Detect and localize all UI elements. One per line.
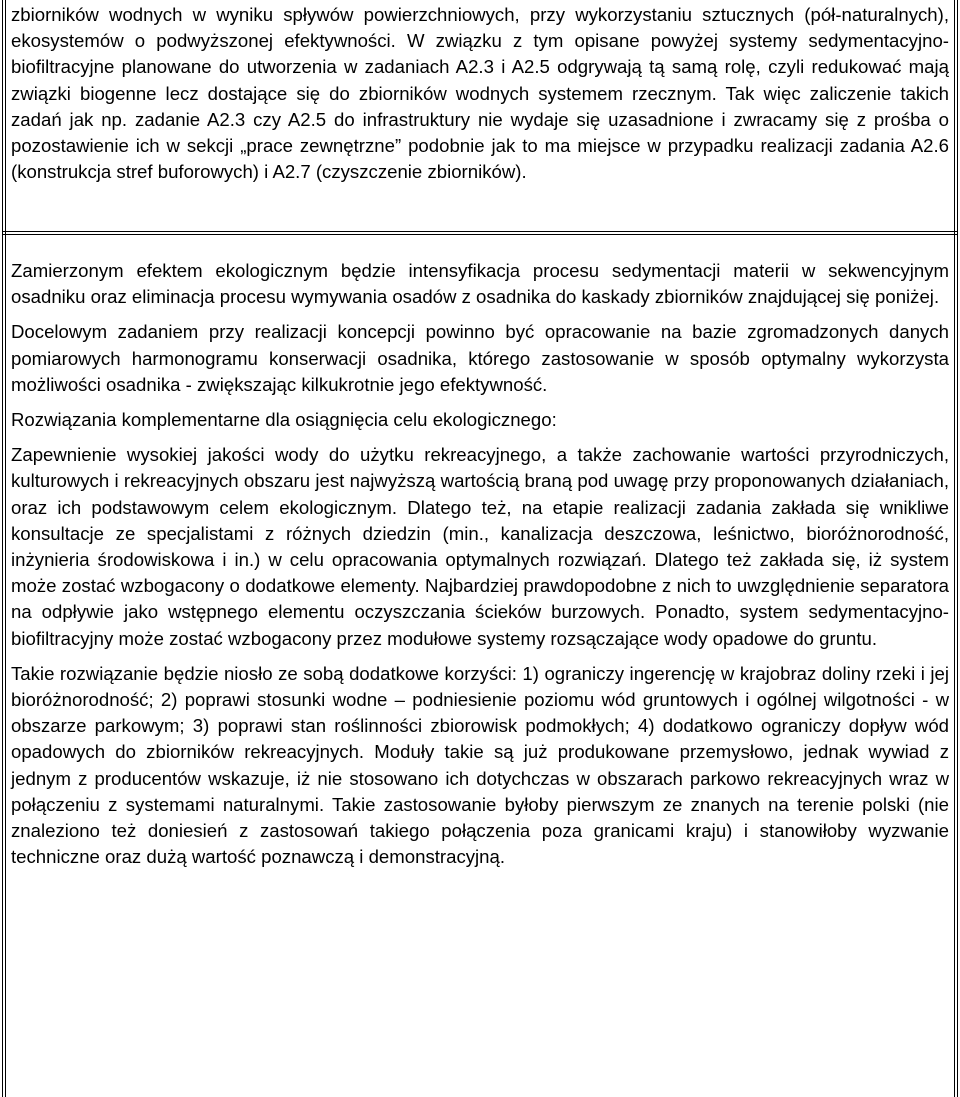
paragraph-complementary-heading: Rozwiązania komplementarne dla osiągnięcia celu ekologicznego: [11,409,557,431]
table-row-divider-lower [2,234,958,235]
table-row-divider-upper [2,231,958,232]
table-cell-top [11,2,949,185]
paragraph-ecological-effect: Zamierzonym efektem ekologicznym będzie intensyfikacja procesu sedymentacji materii w sekwencyjnym osadniku oraz eliminacja procesu wymywania osadów z osadnika do kaskady zbiorników znajdującej się poniżej. [11,260,949,308]
table-border-right-outer [957,0,958,1097]
paragraph-additional-benefits: Takie rozwiązanie będzie niosło ze sobą dodatkowe korzyści: 1) ograniczy ingerencję w krajobraz doliny rzeki i jej bioróżnorodność; 2) poprawi stosunki wodne – podniesienie poziomu wód gruntowych i ogólnej wilgotności - w obszarze parkowym; 3) poprawi stan roślinności zbiorowisk podmokłych; 4) dodatkowo ograniczy dopływ wód opadowych do zbiorników rekreacyjnych. Moduły takie są już produkowane przemysłowo, jednak wywiad z jednym z producentów wskazuje, iż nie stosowano ich dotychczas w obszarach parkowo rekreacyjnych wraz w połączeniu z systemami naturalnymi. Takie zastosowanie byłoby pierwszym ze znanych na terenie polski (nie znaleziono też doniesień z zastosowań takiego połączenia poza granicami kraju) i stanowiłoby wyzwanie techniczne oraz dużą wartość poznawczą i demonstracyjną. [11,662,949,868]
paragraph-continuation: zbiorników wodnych w wyniku spływów powierzchniowych, przy wykorzystaniu sztucznych (pół-naturalnych), ekosystemów o podwyższonej efektywności. W związku z tym opisane powyżej systemy sedymentacyjno-biofiltracyjne planowane do utworzenia w zadaniach A2.3 i A2.5 odgrywają tą samą rolę, czyli redukować mają związki biogenne lecz dostające się do zbiorników wodnych systemem rzecznym. Tak więc zaliczenie takich zadań jak np. zadanie A2.3 czy A2.5 do infrastruktury nie wydaje się uzasadnione i zwracamy się z prośba o pozostawienie ich w sekcji „prace zewnętrzne” podobnie jak to ma miejsce w przypadku realizacji zadania A2.6 (konstrukcja stref buforowych) i A2.7 (czyszczenie zbiorników). [11,4,949,183]
paragraph-target-task: Docelowym zadaniem przy realizacji koncepcji powinno być opracowanie na bazie zgromadzonych danych pomiarowych harmonogramu konserwacji osadnika, którego zastosowanie w sposób optymalny wykorzysta możliwości osadnika - zwiększając kilkukrotnie jego efektywność. [11,321,949,395]
table-cell-bottom [11,258,949,870]
table-border-right-inner [954,0,955,1097]
table-border-left-outer [2,0,3,1097]
paragraph-water-quality: Zapewnienie wysokiej jakości wody do użytku rekreacyjnego, a także zachowanie wartości przyrodniczych, kulturowych i rekreacyjnych obszaru jest najwyższą wartością braną pod uwagę przy proponowanych działaniach, oraz ich podstawowym celem ekologicznym. Dlatego też, na etapie realizacji zadania zakłada się wnikliwe konsultacje ze specjalistami z różnych dziedzin (min., kanalizacja deszczowa, leśnictwo, bioróżnorodność, inżynieria środowiskowa i in.) w celu opracowania optymalnych rozwiązań. Dlatego też zakłada się, iż system może zostać wzbogacony o dodatkowe elementy. Najbardziej prawdopodobne z nich to uwzględnienie separatora na odpływie jako wstępnego elementu oczyszczania ścieków burzowych. Ponadto, system sedymentacyjno-biofiltracyjny może zostać wzbogacony przez modułowe systemy rozsączające wody opadowe do gruntu. [11,444,949,649]
table-border-left-inner [5,0,6,1097]
